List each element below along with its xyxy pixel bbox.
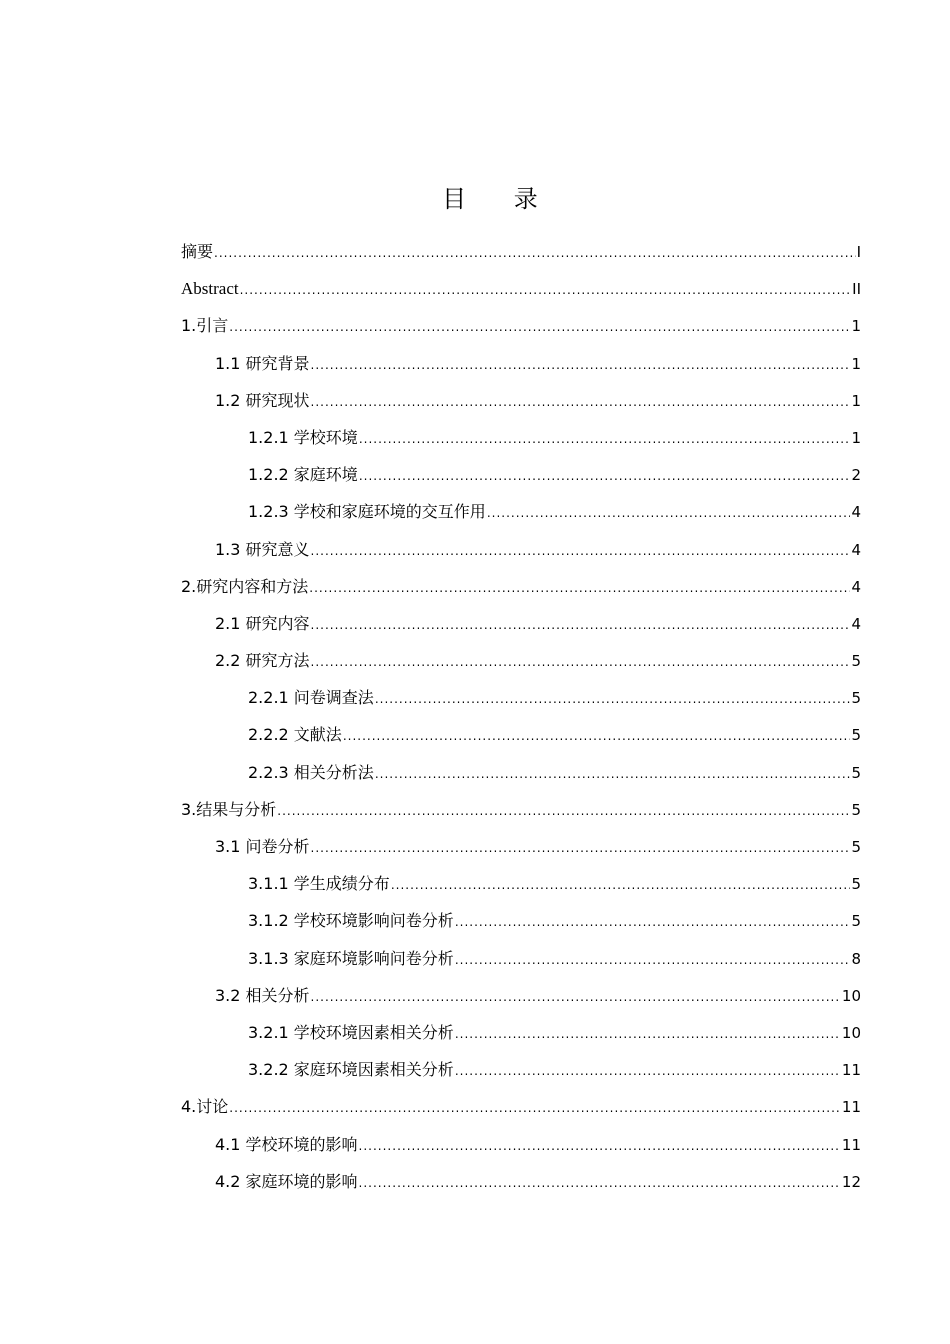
toc-entry-page: 5 bbox=[851, 912, 861, 931]
toc-entry[interactable] bbox=[181, 716, 861, 753]
toc-entry-page: I bbox=[856, 243, 861, 261]
toc-entry[interactable] bbox=[181, 1126, 861, 1163]
toc-entry[interactable] bbox=[181, 233, 861, 270]
toc-entry-label: 1.1 研究背景 bbox=[215, 353, 310, 373]
dot-leader bbox=[455, 1053, 841, 1090]
toc-entry-label: 2.1 研究内容 bbox=[215, 613, 310, 633]
toc-entry-page: 1 bbox=[851, 354, 861, 373]
toc-entry[interactable] bbox=[181, 977, 861, 1014]
toc-entry-label: 2.2 研究方法 bbox=[215, 651, 310, 671]
toc-entry-page: 5 bbox=[851, 689, 861, 708]
toc-entry[interactable] bbox=[181, 345, 861, 382]
toc-entry[interactable] bbox=[181, 456, 861, 493]
toc-entry-label: 4.1 学校环境的影响 bbox=[215, 1134, 358, 1154]
toc-entry-page: 4 bbox=[851, 503, 861, 522]
toc-entry-label: 2.2.3 相关分析法 bbox=[248, 762, 374, 782]
toc-entry-label: 1.3 研究意义 bbox=[215, 539, 310, 559]
toc-entry-label: 3.1.1 学生成绩分布 bbox=[248, 874, 390, 894]
toc-entry-page: 8 bbox=[851, 949, 861, 968]
toc-entry-page: 5 bbox=[851, 726, 861, 745]
toc-title: 目 录 bbox=[442, 185, 558, 213]
dot-leader bbox=[311, 644, 851, 681]
dot-leader bbox=[359, 1165, 841, 1202]
toc-entry-page: 11 bbox=[841, 1061, 861, 1080]
dot-leader bbox=[277, 793, 850, 830]
toc-entry-page: 4 bbox=[851, 614, 861, 633]
toc-entry[interactable] bbox=[181, 419, 861, 456]
toc-entry-page: 5 bbox=[851, 652, 861, 671]
toc-entry[interactable] bbox=[181, 382, 861, 419]
table-of-contents bbox=[181, 233, 861, 1200]
toc-entry[interactable] bbox=[181, 493, 861, 530]
toc-entry[interactable] bbox=[181, 531, 861, 568]
toc-entry-label: 1.2 研究现状 bbox=[215, 390, 310, 410]
dot-leader bbox=[359, 458, 851, 495]
toc-entry-page: 5 bbox=[851, 763, 861, 782]
toc-entry-page: 4 bbox=[851, 540, 861, 559]
dot-leader bbox=[311, 607, 851, 644]
toc-entry[interactable] bbox=[181, 902, 861, 939]
toc-entry-label: 1.引言 bbox=[181, 316, 229, 336]
toc-entry-label: 3.1.2 学校环境影响问卷分析 bbox=[248, 911, 454, 931]
dot-leader bbox=[240, 272, 852, 309]
toc-entry-label: 1.2.1 学校环境 bbox=[248, 427, 358, 447]
toc-entry-page: 2 bbox=[851, 466, 861, 485]
toc-entry-label: 3.2.2 家庭环境因素相关分析 bbox=[248, 1060, 454, 1080]
toc-entry-page: 1 bbox=[851, 391, 861, 410]
toc-entry-label: 2.2.2 文献法 bbox=[248, 725, 342, 745]
toc-entry[interactable] bbox=[181, 828, 861, 865]
dot-leader bbox=[455, 1016, 841, 1053]
dot-leader bbox=[309, 570, 850, 607]
toc-entry[interactable] bbox=[181, 940, 861, 977]
dot-leader bbox=[229, 1090, 841, 1127]
toc-entry-page: 5 bbox=[851, 838, 861, 856]
toc-entry[interactable] bbox=[181, 1088, 861, 1125]
toc-entry[interactable] bbox=[181, 568, 861, 605]
toc-entry-label: 3.结果与分析 bbox=[181, 799, 277, 819]
dot-leader bbox=[311, 347, 851, 384]
dot-leader bbox=[455, 942, 851, 979]
dot-leader bbox=[487, 495, 851, 532]
dot-leader bbox=[311, 979, 841, 1016]
toc-entry-label: 3.1 问卷分析 bbox=[215, 837, 310, 856]
toc-entry-page: 10 bbox=[841, 986, 861, 1005]
dot-leader bbox=[229, 309, 850, 346]
toc-entry[interactable] bbox=[181, 865, 861, 902]
dot-leader bbox=[375, 756, 851, 793]
toc-entry[interactable] bbox=[181, 679, 861, 716]
dot-leader bbox=[343, 718, 851, 755]
toc-entry-label: 3.2 相关分析 bbox=[215, 985, 310, 1005]
toc-entry-page: 10 bbox=[841, 1023, 861, 1042]
toc-entry-page: 11 bbox=[841, 1135, 861, 1154]
toc-entry[interactable] bbox=[181, 307, 861, 344]
dot-leader bbox=[359, 421, 851, 458]
toc-entry[interactable] bbox=[181, 791, 861, 828]
dot-leader bbox=[214, 235, 856, 272]
toc-entry-page: 12 bbox=[841, 1172, 861, 1191]
toc-entry-label: 2.研究内容和方法 bbox=[181, 576, 309, 596]
toc-entry-label: 1.2.3 学校和家庭环境的交互作用 bbox=[248, 502, 486, 522]
toc-entry-page: 4 bbox=[851, 577, 861, 596]
toc-entry-label: 2.2.1 问卷调查法 bbox=[248, 688, 374, 708]
toc-entry-page: 5 bbox=[851, 800, 861, 819]
toc-entry-page: 5 bbox=[851, 875, 861, 894]
toc-entry[interactable] bbox=[181, 1051, 861, 1088]
toc-entry[interactable] bbox=[181, 270, 861, 307]
toc-entry[interactable] bbox=[181, 605, 861, 642]
dot-leader bbox=[391, 867, 851, 904]
toc-entry-label: 3.1.3 家庭环境影响问卷分析 bbox=[248, 948, 454, 968]
dot-leader bbox=[311, 384, 851, 421]
toc-entry-label: 4.2 家庭环境的影响 bbox=[215, 1171, 358, 1191]
dot-leader bbox=[375, 681, 851, 718]
dot-leader bbox=[311, 533, 851, 570]
toc-entry-label: 摘要 bbox=[181, 242, 214, 261]
toc-entry[interactable] bbox=[181, 1163, 861, 1200]
toc-entry-label: 1.2.2 家庭环境 bbox=[248, 465, 358, 485]
toc-entry[interactable] bbox=[181, 642, 861, 679]
toc-entry-page: 1 bbox=[851, 317, 861, 336]
toc-entry-label: 4.讨论 bbox=[181, 1097, 229, 1117]
toc-entry[interactable] bbox=[181, 754, 861, 791]
toc-entry-page: II bbox=[852, 280, 861, 299]
toc-entry-page: 1 bbox=[851, 428, 861, 447]
toc-entry-label: Abstract bbox=[181, 279, 239, 299]
toc-entry-page: 11 bbox=[841, 1098, 861, 1117]
dot-leader bbox=[311, 830, 851, 867]
toc-entry[interactable] bbox=[181, 1014, 861, 1051]
dot-leader bbox=[455, 904, 851, 941]
dot-leader bbox=[359, 1128, 841, 1165]
toc-entry-label: 3.2.1 学校环境因素相关分析 bbox=[248, 1022, 454, 1042]
